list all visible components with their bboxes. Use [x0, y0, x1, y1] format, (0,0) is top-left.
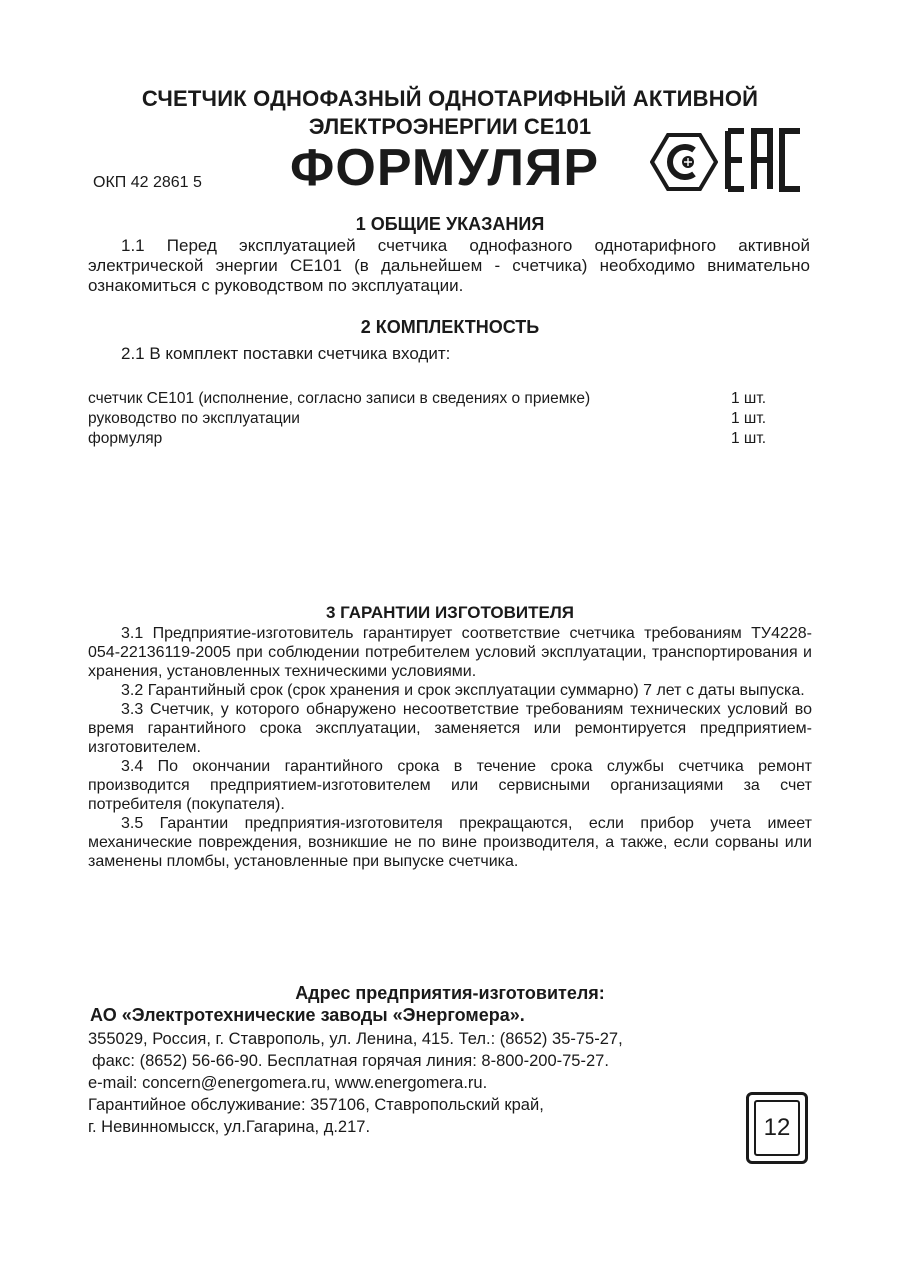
- kit-item-qty: 1 шт.: [731, 390, 767, 407]
- warranty-paragraph: [88, 681, 812, 700]
- address-line: e-mail: concern@energomera.ru, www.energomera.ru.: [88, 1074, 488, 1092]
- warranty-paragraph: [88, 814, 812, 871]
- company-name: АО «Электротехнические заводы «Энергомера».: [90, 1005, 525, 1025]
- section-2-intro: [88, 344, 810, 364]
- kit-item-name: руководство по эксплуатации: [88, 410, 300, 427]
- kit-item-name: счетчик СЕ101 (исполнение, согласно записи в сведениях о приемке): [88, 390, 591, 407]
- warranty-paragraph-text: 3.5 Гарантии предприятия-изготовителя прекращаются, если прибор учета имеет механические повреждения, возникшие не по вине производителя, а также, если сорваны или заменены пломбы, установленные при выпуске счетчика.: [88, 815, 812, 870]
- warranty-paragraph-text: 3.4 По окончании гарантийного срока в течение срока службы счетчика ремонт производится предприятием-изготовителем или сервисными организациями за счет потребителя (покупателя).: [88, 758, 812, 813]
- eac-mark-icon: [724, 127, 806, 198]
- section-2-intro-text: 2.1 В комплект поставки счетчика входит:: [121, 344, 451, 363]
- warranty-paragraph: [88, 624, 812, 681]
- section-3-heading: 3 ГАРАНТИИ ИЗГОТОВИТЕЛЯ: [325, 603, 575, 622]
- warranty-paragraph-text: 3.3 Счетчик, у которого обнаружено несоответствие требованиям технических условий во время гарантийного срока эксплуатации, заменяется или ремонтируется предприятием-изготовителем.: [88, 701, 812, 756]
- kit-item-qty: 1 шт.: [731, 410, 767, 427]
- kit-item: [88, 390, 778, 410]
- form-title: ФОРМУЛЯР: [290, 139, 600, 197]
- warranty-paragraph: [88, 757, 812, 814]
- kit-item: [88, 410, 778, 430]
- warranty-text: [88, 624, 812, 871]
- address-line: г. Невинномысск, ул.Гагарина, д.217.: [88, 1118, 371, 1136]
- address-line: факс: (8652) 56-66-90. Бесплатная горячая линия: 8-800-200-75-27.: [92, 1052, 609, 1070]
- kit-item-qty: 1 шт.: [731, 430, 767, 447]
- pct-certification-icon: [650, 132, 718, 197]
- page-number: 12: [754, 1100, 800, 1156]
- document-title-line-1: СЧЕТЧИК ОДНОФАЗНЫЙ ОДНОТАРИФНЫЙ АКТИВНОЙ: [141, 86, 759, 111]
- section-1-body: 1.1 Перед эксплуатацией счетчика однофазного однотарифного активной электрической энергии СЕ101 (в дальнейшем - счетчика) необходимо внимательно ознакомиться с руководством по эксплуатации.: [88, 236, 810, 295]
- warranty-paragraph-text: 3.1 Предприятие-изготовитель гарантирует соответствие счетчика требованиям ТУ4228-054-22136119-2005 при соблюдении потребителем условий эксплуатации, транспортирования и хранения, установленных техническими условиями.: [88, 625, 812, 680]
- address-heading: Адрес предприятия-изготовителя:: [295, 983, 605, 1003]
- section-1-heading: 1 ОБЩИЕ УКАЗАНИЯ: [355, 214, 545, 234]
- warranty-paragraph-text: 3.2 Гарантийный срок (срок хранения и срок эксплуатации суммарно) 7 лет с даты выпуска.: [121, 682, 805, 699]
- address-line: 355029, Россия, г. Ставрополь, ул. Ленина, 415. Тел.: (8652) 35-75-27,: [88, 1030, 623, 1048]
- section-2-heading: 2 КОМПЛЕКТНОСТЬ: [360, 317, 540, 337]
- section-1-text: [88, 236, 810, 296]
- page-number-box: [746, 1092, 808, 1164]
- okp-code: ОКП 42 2861 5: [93, 174, 202, 191]
- document-title-line-2: ЭЛЕКТРОЭНЕРГИИ СЕ101: [308, 114, 592, 139]
- warranty-paragraph: [88, 700, 812, 757]
- kit-item: [88, 430, 778, 450]
- address-line: Гарантийное обслуживание: 357106, Ставропольский край,: [88, 1096, 544, 1114]
- kit-item-name: формуляр: [88, 430, 163, 447]
